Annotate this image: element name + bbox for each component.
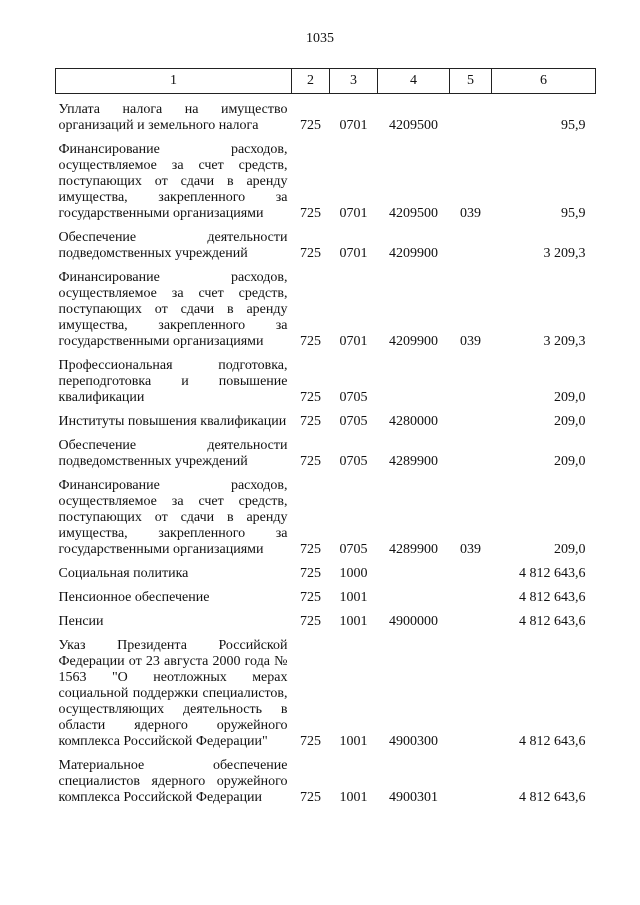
row-name: Социальная политика (58, 566, 189, 581)
row-col5: 039 (460, 542, 481, 557)
row-col5 (450, 230, 492, 262)
row-col4: 4209500 (389, 118, 438, 133)
row-col4: 4209500 (389, 206, 438, 221)
row-col3: 1001 (339, 734, 368, 749)
row-amount: 209,0 (554, 414, 586, 429)
row-amount: 3 209,3 (543, 334, 586, 349)
row-col4: 4289900 (389, 542, 438, 557)
row-col3: 0701 (339, 118, 368, 133)
row-name: Обеспечение деятельности подведомственных учреждений (58, 438, 288, 469)
row-name: Финансирование расходов, осуществляемое за счет средств, поступающих от сдачи в аренду имущества, закрепленного за государственными организациями (58, 270, 288, 349)
row-amount: 209,0 (554, 542, 586, 557)
table-row (56, 102, 596, 134)
row-col5: 039 (460, 206, 481, 221)
row-col5 (450, 414, 492, 430)
row-col2: 725 (300, 566, 321, 581)
row-amount: 4 812 643,6 (519, 590, 586, 605)
row-col4: 4900000 (389, 614, 438, 629)
row-col3: 0705 (339, 542, 368, 557)
row-col3: 0701 (339, 206, 368, 221)
row-col3: 0701 (339, 334, 368, 349)
table-row (56, 270, 596, 350)
row-col5 (450, 590, 492, 606)
page-number: 1035 (306, 31, 334, 46)
row-col2: 725 (300, 734, 321, 749)
row-col5 (450, 358, 492, 406)
row-col5 (450, 438, 492, 470)
row-col3: 1001 (339, 590, 368, 605)
row-col2: 725 (300, 414, 321, 429)
row-col2: 725 (300, 334, 321, 349)
row-name: Материальное обеспечение специалистов ядерного оружейного комплекса Российской Федерации (58, 758, 288, 805)
row-amount: 95,9 (561, 118, 586, 133)
row-col4 (378, 566, 450, 582)
table-row (56, 478, 596, 558)
header-col-3: 3 (330, 69, 378, 94)
row-col4: 4280000 (389, 414, 438, 429)
row-amount: 4 812 643,6 (519, 790, 586, 805)
row-name: Пенсии (58, 614, 104, 629)
row-amount: 4 812 643,6 (519, 566, 586, 581)
row-col4: 4900301 (389, 790, 438, 805)
row-name: Профессиональная подготовка, переподготовка и повышение квалификации (58, 358, 288, 405)
row-amount: 209,0 (554, 454, 586, 469)
row-name: Уплата налога на имущество организаций и земельного налога (58, 102, 288, 133)
row-col3: 1001 (339, 790, 368, 805)
row-amount: 4 812 643,6 (519, 734, 586, 749)
row-col3: 0705 (339, 454, 368, 469)
row-col4: 4209900 (389, 334, 438, 349)
table-row (56, 590, 596, 606)
row-col2: 725 (300, 454, 321, 469)
row-col2: 725 (300, 390, 321, 405)
row-col4 (378, 590, 450, 606)
table-row (56, 758, 596, 806)
row-amount: 209,0 (554, 390, 586, 405)
row-col3: 0705 (339, 414, 368, 429)
header-col-1: 1 (56, 69, 292, 94)
row-col5 (450, 566, 492, 582)
table-row (56, 638, 596, 750)
table-row (56, 566, 596, 582)
row-col2: 725 (300, 246, 321, 261)
header-row (56, 69, 596, 94)
table-row (56, 142, 596, 222)
row-name: Обеспечение деятельности подведомственных учреждений (58, 230, 288, 261)
row-col4: 4209900 (389, 246, 438, 261)
row-col5 (450, 758, 492, 806)
row-name: Указ Президента Российской Федерации от 23 августа 2000 года № 1563 "О неотложных мерах социальной поддержки специалистов, осуществляющих деятельность в области ядерного оружейного комплекса Российской Федерации" (58, 638, 288, 749)
row-col2: 725 (300, 590, 321, 605)
row-col3: 1000 (339, 566, 368, 581)
row-col5 (450, 638, 492, 750)
row-col5: 039 (460, 334, 481, 349)
row-col2: 725 (300, 542, 321, 557)
row-col2: 725 (300, 206, 321, 221)
row-col3: 0701 (339, 246, 368, 261)
row-col3: 1001 (339, 614, 368, 629)
table-row (56, 230, 596, 262)
header-col-5: 5 (450, 69, 492, 94)
table-row (56, 414, 596, 430)
row-col2: 725 (300, 614, 321, 629)
row-name: Финансирование расходов, осуществляемое за счет средств, поступающих от сдачи в аренду имущества, закрепленного за государственными организациями (58, 478, 288, 557)
row-col2: 725 (300, 118, 321, 133)
row-col3: 0705 (339, 390, 368, 405)
header-col-6: 6 (492, 69, 596, 94)
table-row (56, 614, 596, 630)
row-col4: 4289900 (389, 454, 438, 469)
row-name: Пенсионное обеспечение (58, 590, 210, 605)
row-name: Институты повышения квалификации (58, 414, 287, 429)
budget-table (55, 68, 596, 806)
table-row (56, 438, 596, 470)
row-col4 (378, 358, 450, 406)
table-row (56, 358, 596, 406)
header-col-4: 4 (378, 69, 450, 94)
row-col4: 4900300 (389, 734, 438, 749)
row-col2: 725 (300, 790, 321, 805)
row-amount: 95,9 (561, 206, 586, 221)
row-col5 (450, 614, 492, 630)
row-name: Финансирование расходов, осуществляемое за счет средств, поступающих от сдачи в аренду имущества, закрепленного за государственными организациями (58, 142, 288, 221)
header-col-2: 2 (292, 69, 330, 94)
row-col5 (450, 102, 492, 134)
row-amount: 4 812 643,6 (519, 614, 586, 629)
row-amount: 3 209,3 (543, 246, 586, 261)
